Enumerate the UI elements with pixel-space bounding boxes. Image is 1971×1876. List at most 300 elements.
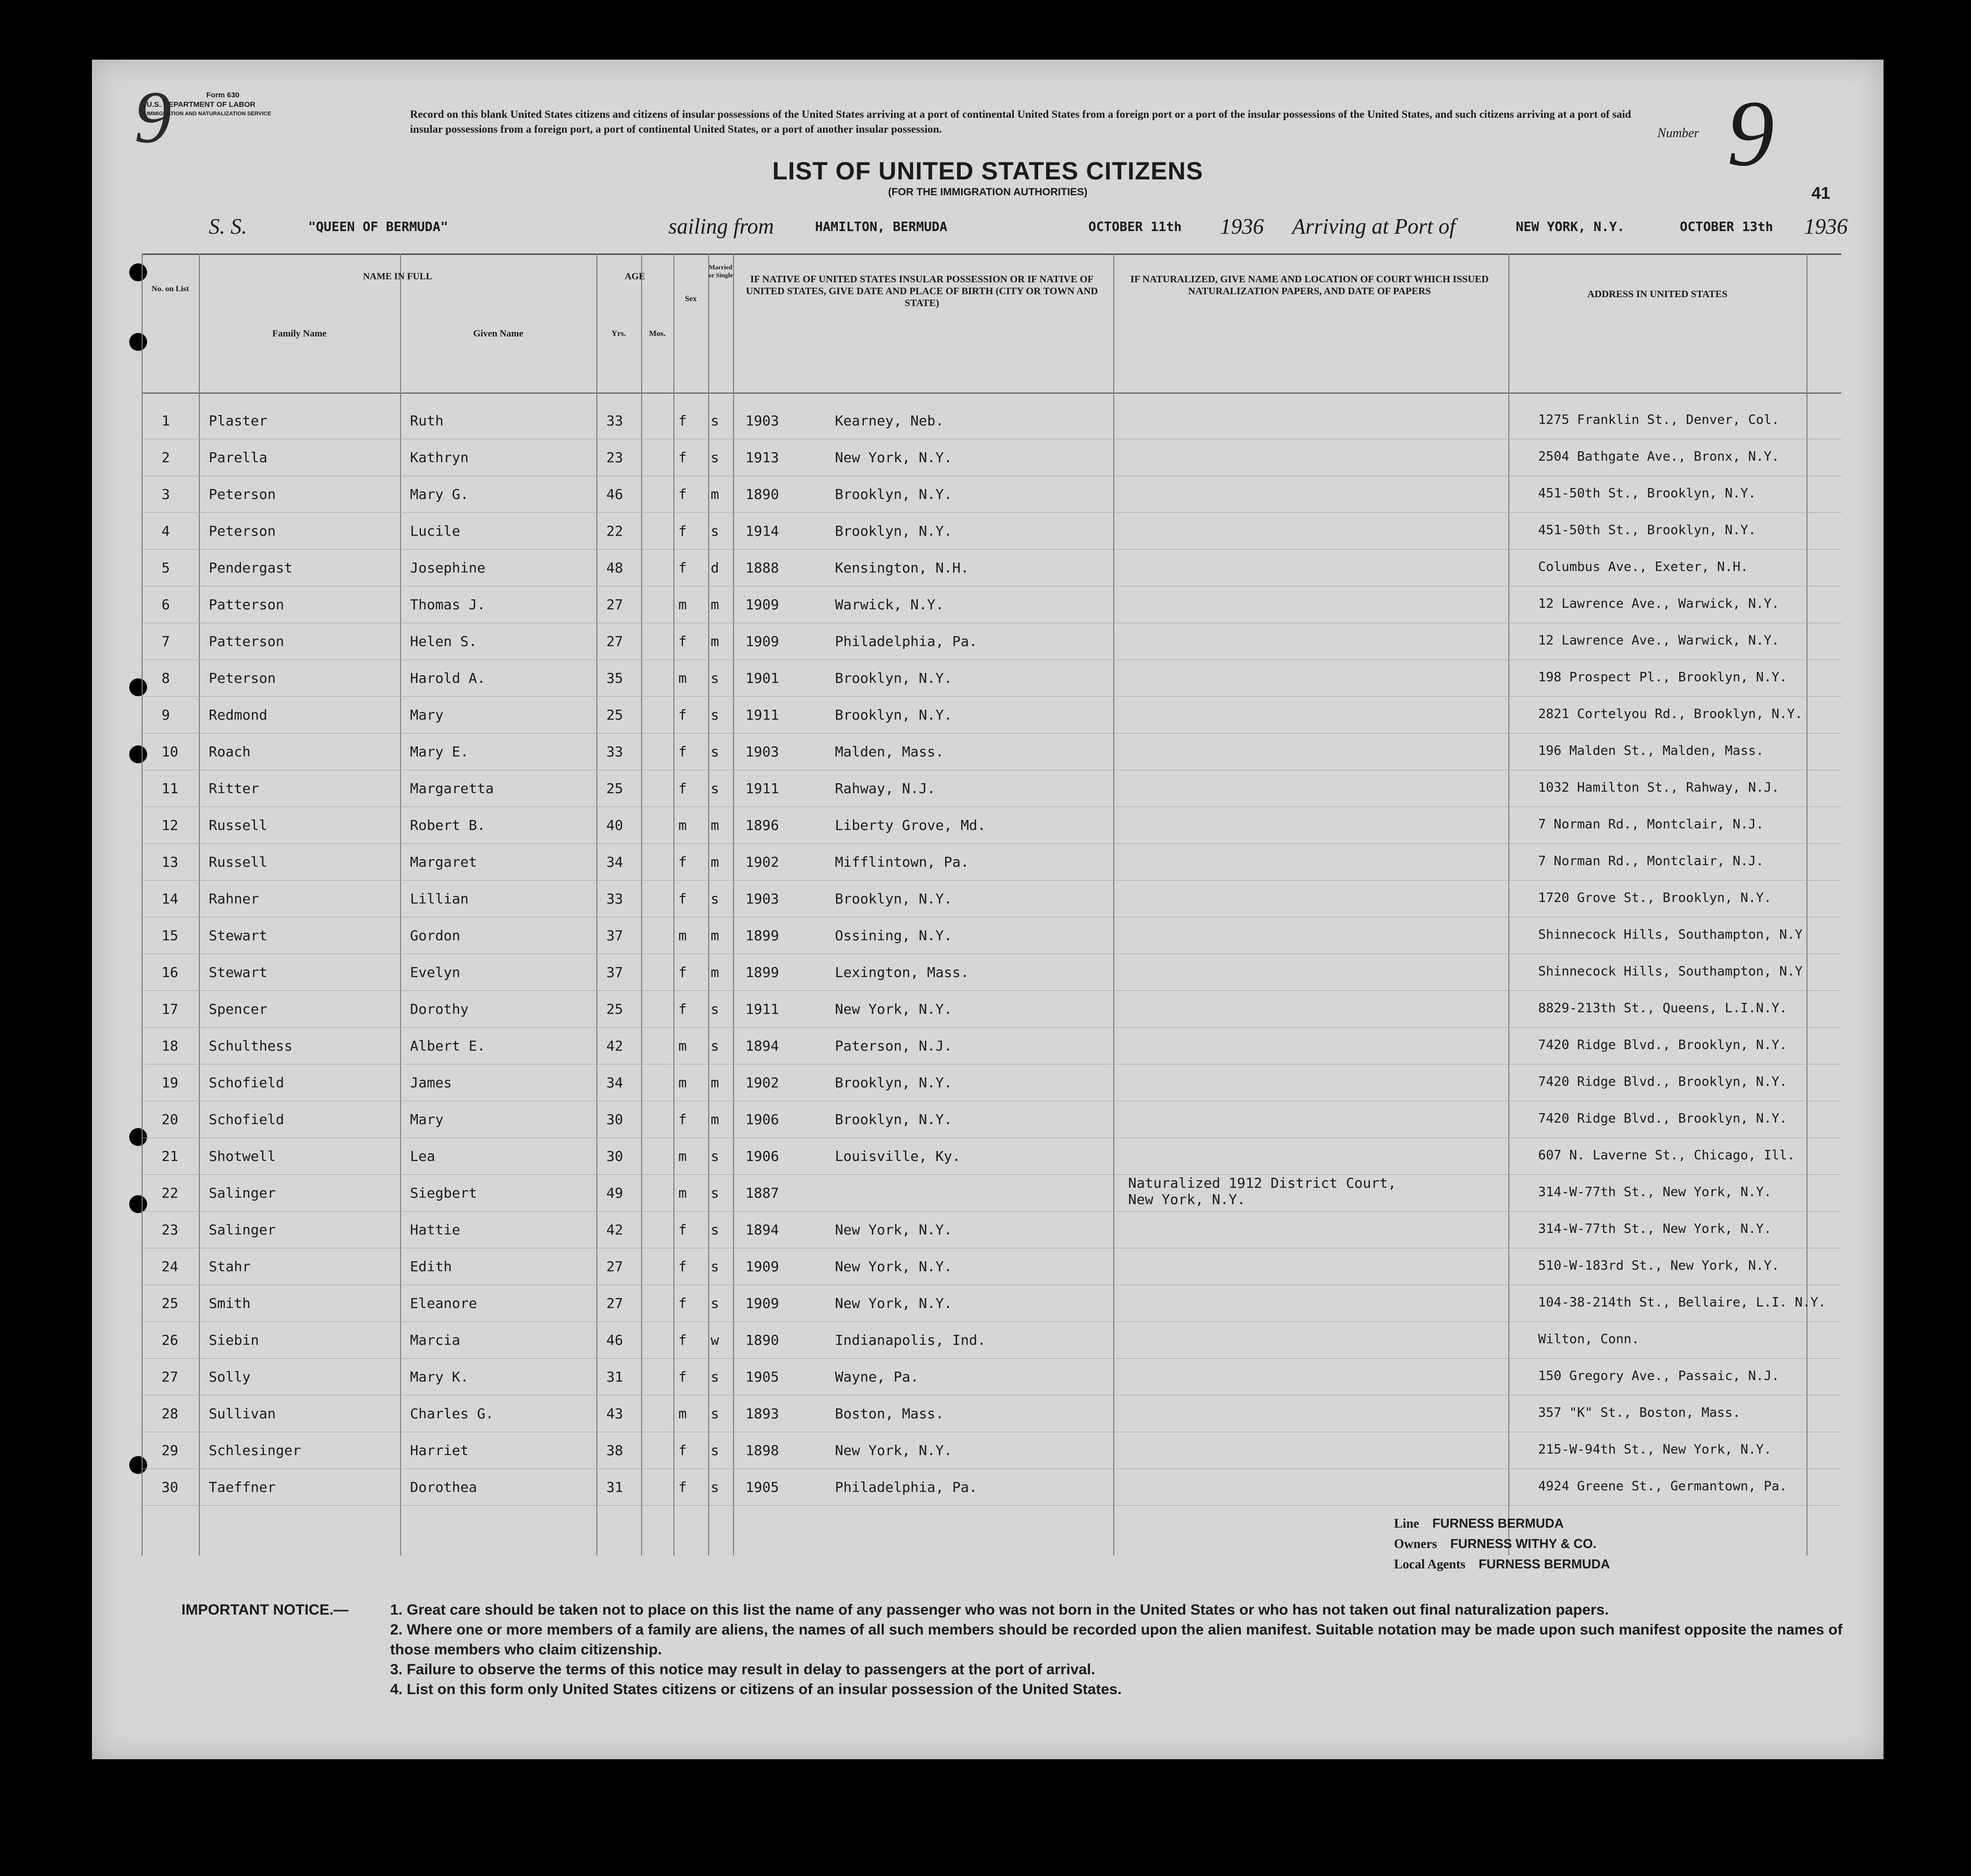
- family-name: Spencer: [209, 1001, 268, 1017]
- given-name: Siegbert: [410, 1185, 477, 1201]
- local-agents-label: Local Agents: [1394, 1557, 1466, 1571]
- given-name: Harold A.: [410, 670, 486, 686]
- marital-status: s: [711, 1185, 719, 1201]
- marital-status: m: [711, 927, 719, 944]
- table-row: [142, 1138, 1841, 1175]
- family-name: Peterson: [209, 670, 276, 686]
- vessel-line: [209, 209, 1908, 244]
- arrival-date: OCTOBER 13th: [1680, 220, 1773, 235]
- birth-place: Indianapolis, Ind.: [835, 1332, 986, 1348]
- table-row: [142, 1322, 1841, 1359]
- birth-year: 1894: [745, 1038, 779, 1054]
- family-name: Peterson: [209, 486, 276, 502]
- marital-status: m: [711, 817, 719, 833]
- birth-year: 1909: [745, 1295, 779, 1311]
- sex: f: [678, 1295, 687, 1311]
- family-name: Russell: [209, 854, 268, 870]
- header-married: Married or Single: [708, 263, 733, 279]
- age: 46: [606, 486, 623, 502]
- notice-item: 1. Great care should be taken not to place on this list the name of any passenger who was not born in the United States or who has not taken out final naturalization papers.: [390, 1602, 1609, 1618]
- local-agents-value: FURNESS BERMUDA: [1478, 1556, 1610, 1571]
- birth-place: Paterson, N.J.: [835, 1038, 953, 1054]
- address: 314-W-77th St., New York, N.Y.: [1538, 1185, 1772, 1200]
- row-number: 13: [162, 854, 178, 870]
- address: 4924 Greene St., Germantown, Pa.: [1538, 1479, 1787, 1494]
- sex: f: [678, 1222, 687, 1238]
- birth-year: 1903: [745, 891, 779, 907]
- birth-place: New York, N.Y.: [835, 1258, 953, 1275]
- address: 451-50th St., Brooklyn, N.Y.: [1538, 523, 1756, 538]
- header-given-name: Given Name: [473, 328, 523, 339]
- row-number: 8: [162, 670, 170, 686]
- address: Wilton, Conn.: [1538, 1332, 1640, 1347]
- department: U.S. DEPARTMENT OF LABOR: [147, 100, 255, 109]
- birth-place: Philadelphia, Pa.: [835, 633, 978, 650]
- birth-place: Brooklyn, N.Y.: [835, 1074, 953, 1091]
- address: 7420 Ridge Blvd., Brooklyn, N.Y.: [1538, 1074, 1787, 1089]
- birth-year: 1913: [745, 449, 779, 466]
- header-name-in-full: NAME IN FULL: [363, 271, 432, 282]
- address: 1032 Hamilton St., Rahway, N.J.: [1538, 780, 1780, 795]
- age: 34: [606, 1074, 623, 1091]
- given-name: Mary G.: [410, 486, 469, 502]
- address: 7 Norman Rd., Montclair, N.J.: [1538, 817, 1764, 832]
- birth-place: Brooklyn, N.Y.: [835, 670, 953, 686]
- age: 25: [606, 780, 623, 797]
- family-name: Sullivan: [209, 1405, 276, 1422]
- age: 27: [606, 633, 623, 650]
- sex: f: [678, 1258, 687, 1275]
- age: 25: [606, 707, 623, 723]
- marital-status: s: [711, 1479, 719, 1495]
- given-name: Mary: [410, 1111, 444, 1128]
- birth-place: Brooklyn, N.Y.: [835, 486, 953, 502]
- birth-place: New York, N.Y.: [835, 1001, 953, 1017]
- marital-status: s: [711, 412, 719, 429]
- arrival-year: 1936: [1804, 214, 1848, 239]
- departure-port: HAMILTON, BERMUDA: [815, 220, 948, 235]
- address: 607 N. Laverne St., Chicago, Ill.: [1538, 1148, 1795, 1163]
- birth-year: 1887: [745, 1185, 779, 1201]
- row-number: 26: [162, 1332, 178, 1348]
- row-number: 28: [162, 1405, 178, 1422]
- header-naturalized: IF NATURALIZED, GIVE NAME AND LOCATION OF COURT WHICH ISSUED NATURALIZATION PAPERS, AND DATE OF PAPERS: [1130, 274, 1489, 297]
- sex: f: [678, 1111, 687, 1128]
- family-name: Salinger: [209, 1185, 276, 1201]
- given-name: Margaret: [410, 854, 477, 870]
- birth-place: New York, N.Y.: [835, 1222, 953, 1238]
- family-name: Patterson: [209, 633, 284, 650]
- row-number: 5: [162, 560, 170, 576]
- family-name: Russell: [209, 817, 268, 833]
- marital-status: s: [711, 523, 719, 539]
- age: 42: [606, 1038, 623, 1054]
- departure-year: 1936: [1220, 214, 1264, 239]
- family-name: Pendergast: [209, 560, 293, 576]
- sex: m: [678, 670, 687, 686]
- birth-year: 1901: [745, 670, 779, 686]
- table-row: [142, 1359, 1841, 1395]
- age: 30: [606, 1148, 623, 1164]
- address: 8829-213th St., Queens, L.I.N.Y.: [1538, 1001, 1787, 1016]
- address: 196 Malden St., Malden, Mass.: [1538, 743, 1764, 758]
- address: 2821 Cortelyou Rd., Brooklyn, N.Y.: [1538, 707, 1803, 722]
- given-name: Robert B.: [410, 817, 486, 833]
- sex: m: [678, 927, 687, 944]
- given-name: Mary K.: [410, 1369, 469, 1385]
- row-number: 7: [162, 633, 170, 650]
- marital-status: w: [711, 1332, 719, 1348]
- birth-year: 1905: [745, 1369, 779, 1385]
- row-number: 3: [162, 486, 170, 502]
- table-row: [142, 1395, 1841, 1432]
- birth-place: Kensington, N.H.: [835, 560, 969, 576]
- table-row: [142, 586, 1841, 623]
- birth-place: Wayne, Pa.: [835, 1369, 919, 1385]
- header-age: AGE: [624, 271, 646, 282]
- ship-name: "QUEEN OF BERMUDA": [308, 220, 448, 235]
- age: 48: [606, 560, 623, 576]
- sex: f: [678, 964, 687, 980]
- row-number: 30: [162, 1479, 178, 1495]
- marital-status: s: [711, 1295, 719, 1311]
- age: 33: [606, 891, 623, 907]
- row-number: 19: [162, 1074, 178, 1091]
- table-row: [142, 697, 1841, 734]
- sex: m: [678, 1038, 687, 1054]
- sex: f: [678, 1479, 687, 1495]
- sex: f: [678, 1369, 687, 1385]
- birth-year: 1903: [745, 412, 779, 429]
- handwritten-mark: 9: [134, 76, 171, 159]
- line-row: [1394, 1513, 1610, 1534]
- given-name: Margaretta: [410, 780, 494, 797]
- notice-items: [390, 1600, 1851, 1700]
- form-number: Form 630: [206, 91, 240, 99]
- birth-place: Kearney, Neb.: [835, 412, 944, 429]
- row-number: 12: [162, 817, 178, 833]
- marital-status: s: [711, 707, 719, 723]
- birth-year: 1911: [745, 1001, 779, 1017]
- header-bottom-rule: [142, 393, 1841, 394]
- marital-status: s: [711, 1222, 719, 1238]
- table-row: [142, 1432, 1841, 1469]
- address: 7420 Ridge Blvd., Brooklyn, N.Y.: [1538, 1111, 1787, 1126]
- address: 1275 Franklin St., Denver, Col.: [1538, 412, 1780, 427]
- family-name: Schlesinger: [209, 1442, 301, 1459]
- family-name: Shotwell: [209, 1148, 276, 1164]
- birth-place: Louisville, Ky.: [835, 1148, 961, 1164]
- family-name: Rahner: [209, 891, 259, 907]
- birth-place: Brooklyn, N.Y.: [835, 523, 953, 539]
- row-number: 2: [162, 449, 170, 466]
- family-name: Solly: [209, 1369, 251, 1385]
- age: 23: [606, 449, 623, 466]
- table-row: [142, 770, 1841, 807]
- given-name: Lucile: [410, 523, 461, 539]
- sex: f: [678, 523, 687, 539]
- address: 451-50th St., Brooklyn, N.Y.: [1538, 486, 1756, 501]
- marital-status: s: [711, 1148, 719, 1164]
- address: 198 Prospect Pl., Brooklyn, N.Y.: [1538, 670, 1787, 685]
- age: 33: [606, 743, 623, 760]
- birth-year: 1906: [745, 1111, 779, 1128]
- manifest-page: [92, 60, 1884, 1759]
- address: 7 Norman Rd., Montclair, N.J.: [1538, 854, 1764, 869]
- row-number: 17: [162, 1001, 178, 1017]
- given-name: Albert E.: [410, 1038, 486, 1054]
- address: 2504 Bathgate Ave., Bronx, N.Y.: [1538, 449, 1780, 464]
- address: 12 Lawrence Ave., Warwick, N.Y.: [1538, 633, 1780, 648]
- arrival-port: NEW YORK, N.Y.: [1516, 220, 1625, 235]
- given-name: Dorothea: [410, 1479, 477, 1495]
- arriving-label: Arriving at Port of: [1292, 214, 1456, 239]
- sailing-from-label: sailing from: [668, 214, 774, 239]
- header-sex: Sex: [685, 295, 697, 303]
- address: 1720 Grove St., Brooklyn, N.Y.: [1538, 891, 1772, 905]
- marital-status: s: [711, 1405, 719, 1422]
- owners-label: Owners: [1394, 1537, 1437, 1551]
- table-row: [142, 439, 1841, 476]
- table-row: [142, 1285, 1841, 1322]
- family-name: Taeffner: [209, 1479, 276, 1495]
- given-name: Charles G.: [410, 1405, 494, 1422]
- table-row: [142, 623, 1841, 660]
- row-number: 14: [162, 891, 178, 907]
- birth-year: 1890: [745, 1332, 779, 1348]
- age: 25: [606, 1001, 623, 1017]
- row-number: 1: [162, 412, 170, 429]
- birth-place: New York, N.Y.: [835, 1442, 953, 1459]
- sex: f: [678, 449, 687, 466]
- marital-status: s: [711, 1442, 719, 1459]
- table-row: [142, 881, 1841, 917]
- birth-year: 1902: [745, 1074, 779, 1091]
- birth-year: 1888: [745, 560, 779, 576]
- sex: f: [678, 633, 687, 650]
- birth-year: 1893: [745, 1405, 779, 1422]
- given-name: Harriet: [410, 1442, 469, 1459]
- instructions-text: Record on this blank United States citizens and citizens of insular possessions of the United States arriving at a port of continental United States from a foreign port or a port of the insular possessions of the United States, and such citizens arriving at a port of said insular possessions from a foreign port, a port of continental United States, or a port of another insular possession.: [410, 108, 1632, 135]
- birth-place: New York, N.Y.: [835, 449, 953, 466]
- address: 7420 Ridge Blvd., Brooklyn, N.Y.: [1538, 1038, 1787, 1053]
- sex: f: [678, 1442, 687, 1459]
- marital-status: m: [711, 854, 719, 870]
- birth-place: Brooklyn, N.Y.: [835, 707, 953, 723]
- birth-place: Boston, Mass.: [835, 1405, 944, 1422]
- line-value: FURNESS BERMUDA: [1432, 1516, 1564, 1531]
- birth-place: Lexington, Mass.: [835, 964, 969, 980]
- age: 49: [606, 1185, 623, 1201]
- sex: f: [678, 412, 687, 429]
- birth-place: Brooklyn, N.Y.: [835, 891, 953, 907]
- family-name: Patterson: [209, 596, 284, 613]
- birth-year: 1890: [745, 486, 779, 502]
- address: 12 Lawrence Ave., Warwick, N.Y.: [1538, 596, 1780, 611]
- row-number: 27: [162, 1369, 178, 1385]
- row-number: 16: [162, 964, 178, 980]
- birth-year: 1894: [745, 1222, 779, 1238]
- marital-status: m: [711, 1111, 719, 1128]
- marital-status: s: [711, 1258, 719, 1275]
- marital-status: m: [711, 486, 719, 502]
- family-name: Siebin: [209, 1332, 259, 1348]
- age: 27: [606, 1258, 623, 1275]
- row-rule: [142, 1505, 1841, 1506]
- header-mos: Mos.: [649, 329, 666, 338]
- local-agents-row: [1394, 1554, 1610, 1574]
- age: 27: [606, 1295, 623, 1311]
- row-number: 18: [162, 1038, 178, 1054]
- birth-year: 1909: [745, 1258, 779, 1275]
- age: 38: [606, 1442, 623, 1459]
- address: 510-W-183rd St., New York, N.Y.: [1538, 1258, 1780, 1273]
- birth-year: 1902: [745, 854, 779, 870]
- address: Columbus Ave., Exeter, N.H.: [1538, 560, 1748, 574]
- row-number: 9: [162, 707, 170, 723]
- family-name: Ritter: [209, 780, 259, 797]
- birth-place: Mifflintown, Pa.: [835, 854, 969, 870]
- birth-year: 1905: [745, 1479, 779, 1495]
- address: Shinnecock Hills, Southampton, N.Y: [1538, 927, 1803, 942]
- service: IMMIGRATION AND NATURALIZATION SERVICE: [147, 111, 271, 117]
- given-name: Edith: [410, 1258, 452, 1275]
- row-number: 29: [162, 1442, 178, 1459]
- family-name: Stewart: [209, 927, 268, 944]
- given-name: Evelyn: [410, 964, 461, 980]
- age: 30: [606, 1111, 623, 1128]
- marital-status: m: [711, 964, 719, 980]
- age: 40: [606, 817, 623, 833]
- birth-place: New York, N.Y.: [835, 1295, 953, 1311]
- family-name: Schofield: [209, 1111, 284, 1128]
- row-number: 24: [162, 1258, 178, 1275]
- ss-label: S. S.: [209, 214, 247, 239]
- address: 215-W-94th St., New York, N.Y.: [1538, 1442, 1772, 1457]
- given-name: Lea: [410, 1148, 435, 1164]
- given-name: Hattie: [410, 1222, 461, 1238]
- age: 37: [606, 927, 623, 944]
- header-family-name: Family Name: [272, 328, 327, 339]
- notice-item: 4. List on this form only United States citizens or citizens of an insular possession of the United States.: [390, 1681, 1122, 1698]
- line-label: Line: [1394, 1516, 1419, 1531]
- birth-year: 1909: [745, 596, 779, 613]
- marital-status: s: [711, 449, 719, 466]
- table-row: [142, 844, 1841, 881]
- family-name: Stewart: [209, 964, 268, 980]
- birth-place: Malden, Mass.: [835, 743, 944, 760]
- row-number: 21: [162, 1148, 178, 1164]
- given-name: Helen S.: [410, 633, 477, 650]
- given-name: Lillian: [410, 891, 469, 907]
- family-name: Parella: [209, 449, 268, 466]
- given-name: Josephine: [410, 560, 486, 576]
- notice-item: 2. Where one or more members of a family are aliens, the names of all such members should be recorded upon the alien manifest. Suitable notation may be made upon such manifest opposite the names of those members who claim citizenship.: [390, 1622, 1843, 1658]
- marital-status: s: [711, 891, 719, 907]
- birth-year: 1914: [745, 523, 779, 539]
- birth-place: Liberty Grove, Md.: [835, 817, 986, 833]
- owners-value: FURNESS WITHY & CO.: [1450, 1536, 1597, 1551]
- birth-year: 1896: [745, 817, 779, 833]
- age: 35: [606, 670, 623, 686]
- table-row: [142, 1469, 1841, 1506]
- table-row: [142, 660, 1841, 697]
- table-row: [142, 1064, 1841, 1101]
- age: 31: [606, 1479, 623, 1495]
- row-number: 6: [162, 596, 170, 613]
- address: 314-W-77th St., New York, N.Y.: [1538, 1222, 1772, 1236]
- marital-status: m: [711, 596, 719, 613]
- given-name: Ruth: [410, 412, 444, 429]
- sex: m: [678, 1405, 687, 1422]
- table-row: [142, 1212, 1841, 1248]
- family-name: Stahr: [209, 1258, 251, 1275]
- table-row: [142, 476, 1841, 513]
- sex: m: [678, 596, 687, 613]
- marital-status: s: [711, 670, 719, 686]
- sex: m: [678, 817, 687, 833]
- age: 27: [606, 596, 623, 613]
- family-name: Peterson: [209, 523, 276, 539]
- table-header: [142, 253, 1841, 393]
- age: 22: [606, 523, 623, 539]
- given-name: James: [410, 1074, 452, 1091]
- birth-year: 1898: [745, 1442, 779, 1459]
- row-number: 25: [162, 1295, 178, 1311]
- notice-heading: IMPORTANT NOTICE.—: [181, 1602, 349, 1618]
- table-row: [142, 513, 1841, 550]
- agents-block: [1394, 1513, 1610, 1574]
- row-number: 20: [162, 1111, 178, 1128]
- table-row: [142, 917, 1841, 954]
- address: 357 "K" St., Boston, Mass.: [1538, 1405, 1740, 1420]
- given-name: Kathryn: [410, 449, 469, 466]
- page-number: 41: [1811, 184, 1830, 203]
- age: 42: [606, 1222, 623, 1238]
- given-name: Marcia: [410, 1332, 461, 1348]
- sex: m: [678, 1148, 687, 1164]
- sex: m: [678, 1074, 687, 1091]
- age: 34: [606, 854, 623, 870]
- sex: f: [678, 560, 687, 576]
- owners-row: [1394, 1534, 1610, 1554]
- family-name: Plaster: [209, 412, 268, 429]
- marital-status: m: [711, 1074, 719, 1091]
- sex: f: [678, 707, 687, 723]
- table-row: [142, 734, 1841, 770]
- given-name: Mary E.: [410, 743, 469, 760]
- sex: f: [678, 743, 687, 760]
- table-row: [142, 1175, 1841, 1212]
- birth-year: 1909: [745, 633, 779, 650]
- table-row: [142, 550, 1841, 586]
- birth-year: 1899: [745, 927, 779, 944]
- age: 46: [606, 1332, 623, 1348]
- family-name: Smith: [209, 1295, 251, 1311]
- row-number: 23: [162, 1222, 178, 1238]
- sex: f: [678, 1001, 687, 1017]
- birth-place: Ossining, N.Y.: [835, 927, 953, 944]
- marital-status: d: [711, 560, 719, 576]
- table-row: [142, 1248, 1841, 1285]
- birth-year: 1911: [745, 707, 779, 723]
- birth-year: 1899: [745, 964, 779, 980]
- family-name: Salinger: [209, 1222, 276, 1238]
- age: 43: [606, 1405, 623, 1422]
- table-row: [142, 807, 1841, 844]
- header-no: No. on List: [151, 285, 189, 293]
- family-name: Schulthess: [209, 1038, 293, 1054]
